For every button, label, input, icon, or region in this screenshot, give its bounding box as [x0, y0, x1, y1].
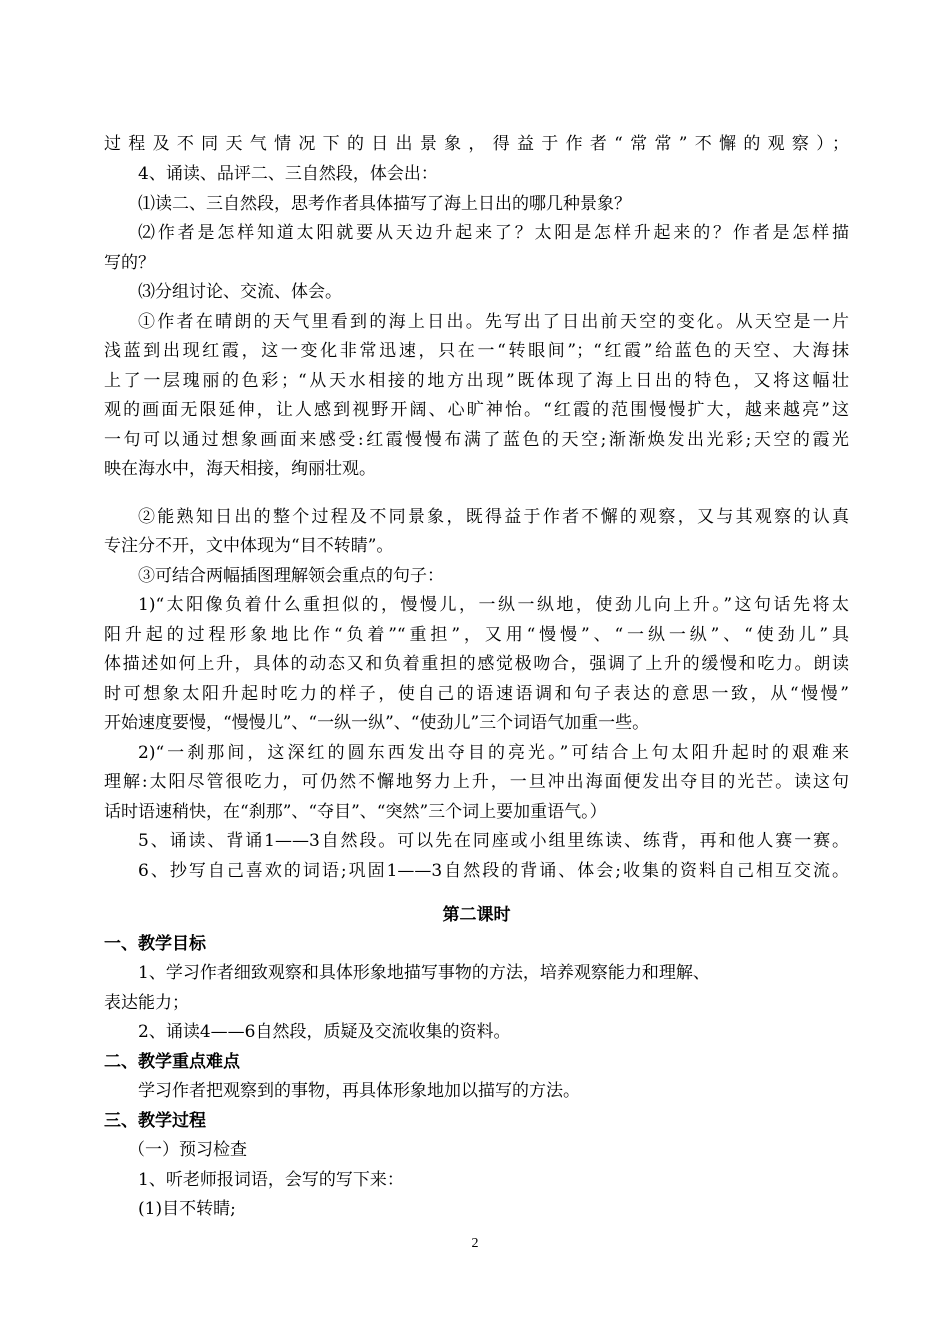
text-line: ⑵作者是怎样知道太阳就要从天边升起来了？太阳是怎样升起来的？作者是怎样描: [138, 223, 849, 243]
text-line: 2、诵读4——6自然段，质疑及交流收集的资料。: [138, 1022, 511, 1042]
text-line: 上了一层瑰丽的色彩；“从天水相接的地方出现”既体现了海上日出的特色，又将这幅壮: [104, 371, 849, 391]
section-heading: 三、教学过程: [104, 1111, 206, 1131]
text-line: 学习作者把观察到的事物，再具体形象地加以描写的方法。: [138, 1081, 580, 1101]
text-line: 话时语速稍快，在“刹那”、“夺目”、“突然”三个词上要加重语气。）: [104, 802, 607, 822]
text-line: 写的？: [104, 253, 155, 273]
text-line: 表达能力；: [104, 993, 189, 1013]
text-line: 体描述如何上升，具体的动态又和负着重担的感觉极吻合，强调了上升的缓慢和吃力。朗读: [104, 654, 849, 674]
text-line: 5、诵读、背诵1——3自然段。可以先在同座或小组里练读、练背，再和他人赛一赛。: [138, 831, 849, 851]
text-line: 阳升起的过程形象地比作“负着”“重担”，又用“慢慢”、“一纵一纵”、“使劲儿”具: [104, 625, 849, 645]
text-line: 4、诵读、品评二、三自然段，体会出：: [138, 164, 438, 184]
text-line: 理解:太阳尽管很吃力，可仍然不懈地努力上升，一旦冲出海面便发出夺目的光芒。读这句: [104, 772, 849, 792]
text-line: （一）预习检查: [128, 1140, 247, 1160]
section-heading: 一、教学目标: [104, 934, 206, 954]
section-title: 第二课时: [442, 905, 511, 925]
text-line: ⑶分组讨论、交流、体会。: [138, 282, 342, 302]
text-line: 映在海水中，海天相接，绚丽壮观。: [104, 459, 376, 479]
text-line: ③可结合两幅插图理解领会重点的句子：: [138, 566, 444, 586]
text-line: 过程及不同天气情况下的日出景象，得益于作者“常常”不懈的观察）；: [104, 134, 849, 154]
text-line: ⑴读二、三自然段，思考作者具体描写了海上日出的哪几种景象？: [138, 194, 631, 214]
text-line: 1、听老师报词语，会写的写下来：: [138, 1170, 404, 1190]
text-line: 时可想象太阳升起时吃力的样子，使自己的语速语调和句子表达的意思一致，从“慢慢”: [104, 684, 849, 704]
text-line: ②能熟知日出的整个过程及不同景象，既得益于作者不懈的观察，又与其观察的认真: [138, 507, 849, 527]
text-line: 1)“太阳像负着什么重担似的，慢慢儿，一纵一纵地，使劲儿向上升。”这句话先将太: [138, 595, 849, 615]
text-line: 一句可以通过想象画面来感受:红霞慢慢布满了蓝色的天空;渐渐焕发出光彩;天空的霞光: [104, 430, 849, 450]
text-line: (1)目不转睛;: [138, 1199, 236, 1219]
text-line: 1、学习作者细致观察和具体形象地描写事物的方法，培养观察能力和理解、: [138, 963, 710, 983]
section-heading: 二、教学重点难点: [104, 1052, 240, 1072]
text-line: 观的画面无限延伸，让人感到视野开阔、心旷神怡。“红霞的范围慢慢扩大，越来越亮”这: [104, 400, 849, 420]
text-line: 6、抄写自己喜欢的词语;巩固1——3自然段的背诵、体会;收集的资料自己相互交流。: [138, 861, 849, 881]
text-line: 浅蓝到出现红霞，这一变化非常迅速，只在一“转眼间”；“红霞”给蓝色的天空、大海抹: [104, 341, 849, 361]
text-line: 2)“一刹那间，这深红的圆东西发出夺目的亮光。”可结合上句太阳升起时的艰难来: [138, 743, 849, 763]
text-line: ①作者在晴朗的天气里看到的海上日出。先写出了日出前天空的变化。从天空是一片: [138, 312, 849, 332]
page-number: 2: [471, 1236, 479, 1251]
text-line: 专注分不开，文中体现为“目不转睛”。: [104, 536, 394, 556]
text-line: 开始速度要慢，“慢慢儿”、“一纵一纵”、“使劲儿”三个词语气加重一些。: [104, 713, 650, 733]
